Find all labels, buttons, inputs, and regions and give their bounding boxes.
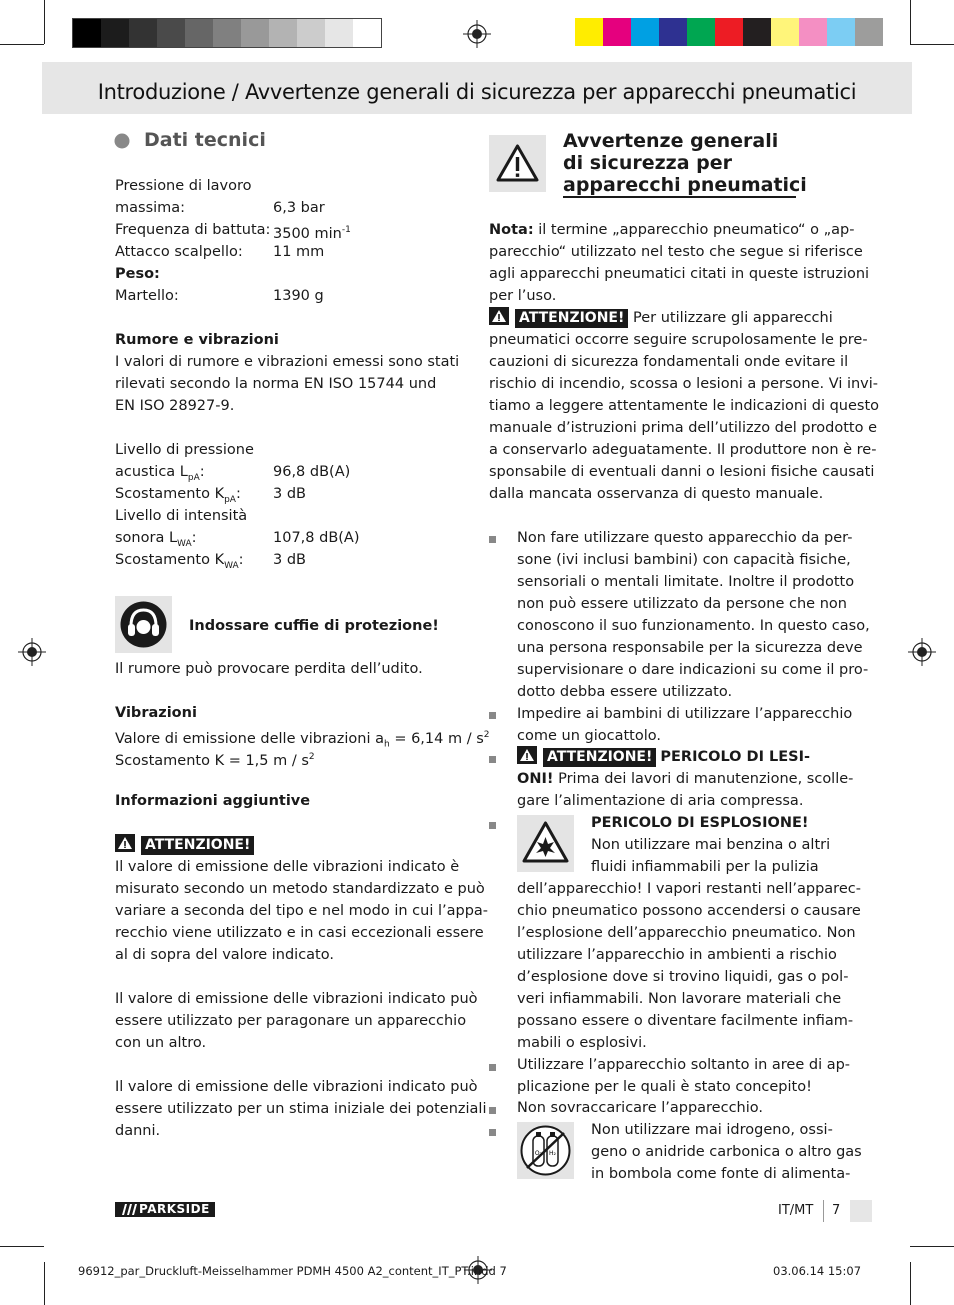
noise-label: Livello di pressione	[115, 442, 254, 458]
attention-text: dalla mancata osservanza di questo manuale.	[489, 486, 824, 502]
gas-bottle-icon	[517, 1122, 574, 1179]
vibration-value: Valore di emissione delle vibrazioni $a_h = 6,14$ m / $s^2$	[115, 730, 490, 750]
noise-row: Scostamento $K_{pA}$: 3 dB	[115, 486, 306, 505]
attention-text: manuale d’istruzioni prima dell’utilizzo del prodotto e	[489, 420, 878, 436]
color-swatch	[687, 18, 715, 46]
list-item-continued: dell’apparecchio! I vapori restanti nell’apparec- chio pneumatico possono accendersi o causare l’esplosione dell’apparecchio pneumatico. Non utilizzare l’apparecchio in ambienti a rischio d’esplosione dove si trovino liquidi, gas o pol- veri infiammabili. Non lavorare materiali che possano essere o diventare facilmente infiam- mabili o esplosivi.	[517, 881, 861, 1051]
list-bullet-icon	[489, 1064, 496, 1071]
color-swatch	[213, 19, 241, 47]
list-bullet-icon	[489, 1107, 496, 1114]
color-swatch	[631, 18, 659, 46]
color-swatch	[157, 19, 185, 47]
color-swatch	[241, 19, 269, 47]
attention-badge: ATTENZIONE!	[115, 834, 465, 856]
note-line: parecchio“ utilizzato nel testo che segue si riferisce	[489, 244, 863, 260]
hearing-loss-text: Il rumore può provocare perdita dell’udito.	[115, 661, 423, 677]
list-bullet-icon	[489, 536, 496, 543]
paragraph-line: al di sopra del valore indicato.	[115, 947, 334, 963]
attention-text: cauzioni di sicurezza fondamentali onde evitare il	[489, 354, 849, 370]
warning-triangle-icon	[115, 834, 135, 852]
attention-text: pneumatici occorre seguire scrupolosamente le pre-	[489, 332, 868, 348]
color-swatch-bar	[575, 18, 883, 46]
list-item: ATTENZIONE! PERICOLO DI LESI- ONI! Prima dei lavori di manutenzione, scolle- gare l’alimentazione di aria compressa.	[517, 746, 847, 812]
paragraph-line: con un altro.	[115, 1035, 207, 1051]
spec-row: Pressione di lavoro	[115, 178, 252, 194]
list-item: Non sovraccaricare l’apparecchio.	[517, 1100, 763, 1116]
weight-heading: Peso:	[115, 266, 160, 282]
explosion-icon	[517, 815, 574, 872]
color-swatch	[185, 19, 213, 47]
info-heading: Informazioni aggiuntive	[115, 793, 311, 809]
list-bullet-icon	[489, 1129, 496, 1136]
color-swatch	[129, 19, 157, 47]
svg-text:H₂: H₂	[549, 1150, 556, 1157]
noise-heading: Rumore e vibrazioni	[115, 332, 279, 348]
paragraph-line: danni.	[115, 1123, 161, 1139]
noise-text: rilevati secondo la norma EN ISO 15744 und	[115, 376, 437, 392]
color-swatch	[659, 18, 687, 46]
gray-swatch-bar	[72, 18, 382, 48]
spec-row: Martello: 1390 g	[115, 288, 324, 304]
list-item: Non utilizzare mai idrogeno, ossi- geno o anidride carbonica o altro gas in bombola come fonte di alimenta-	[591, 1122, 862, 1182]
color-swatch	[715, 18, 743, 46]
vibration-heading: Vibrazioni	[115, 705, 197, 721]
spec-row: massima: 6,3 bar	[115, 200, 325, 216]
list-item: PERICOLO DI ESPLOSIONE! Non utilizzare mai benzina o altri fluidi infiammabili per la pulizia	[591, 815, 831, 875]
ear-protection-label: Indossare cuffie di protezione!	[189, 618, 439, 634]
paragraph-line: essere utilizzato per paragonare un apparecchio	[115, 1013, 467, 1029]
color-swatch	[603, 18, 631, 46]
paragraph-line: variare a seconda del tipo e nel modo in cui l’appa-	[115, 903, 489, 919]
paragraph-line: recchio viene utilizzato e in casi eccezionali essere	[115, 925, 484, 941]
list-item: Impedire ai bambini di utilizzare l’apparecchio come un giocattolo.	[517, 706, 853, 744]
noise-text: EN ISO 28927-9.	[115, 398, 235, 414]
ear-protection-icon	[115, 596, 172, 653]
paragraph-line: Il valore di emissione delle vibrazioni indicato è	[115, 859, 460, 875]
spec-row: Attacco scalpello: 11 mm	[115, 244, 325, 260]
list-bullet-icon	[489, 756, 496, 763]
registration-mark-icon	[18, 638, 46, 666]
color-swatch	[297, 19, 325, 47]
brand-logo: PARKSIDE	[115, 1202, 215, 1217]
noise-row: acustica $L_{pA}$: 96,8 dB(A)	[115, 464, 351, 483]
right-heading: Avvertenze generali di sicurezza per apparecchi pneumatici	[563, 130, 807, 196]
color-swatch	[799, 18, 827, 46]
section-bullet-icon	[114, 133, 130, 149]
list-item: Non fare utilizzare questo apparecchio da per- sone (ivi inclusi bambini) con capacità fisiche, sensoriali o mentali limitate. Inoltre il prodotto non può essere utilizzato da persone che non conoscono il suo funzionamento. In questo caso, una persona responsabile per la sicurezza deve supervisionare o dare indicazioni su come il pro- dotto debba essere utilizzato.	[517, 530, 870, 700]
list-bullet-icon	[489, 822, 496, 829]
color-swatch	[743, 18, 771, 46]
registration-mark-icon	[463, 20, 491, 48]
registration-mark-icon	[908, 638, 936, 666]
warning-triangle-icon	[489, 307, 509, 325]
print-date: 03.06.14 15:07	[773, 1264, 862, 1278]
paragraph-line: Il valore di emissione delle vibrazioni indicato può	[115, 991, 478, 1007]
warning-triangle-icon	[517, 746, 537, 764]
color-swatch	[771, 18, 799, 46]
svg-text:O₂: O₂	[534, 1150, 543, 1157]
attention-text: sponsabile di eventuali danni o lesioni fisiche causati	[489, 464, 875, 480]
page-title: Introduzione / Avvertenze generali di sicurezza per apparecchi pneumatici	[97, 80, 857, 104]
section-title: Dati tecnici	[144, 129, 266, 151]
color-swatch	[101, 19, 129, 47]
attention-line: ATTENZIONE! Per utilizzare gli apparecchi	[489, 307, 839, 329]
color-swatch	[575, 18, 603, 46]
noise-text: I valori di rumore e vibrazioni emessi sono stati	[115, 354, 460, 370]
color-swatch	[325, 19, 353, 47]
note-line: Nota: il termine „apparecchio pneumatico“ o „ap-	[489, 222, 855, 238]
file-info: 96912_par_Druckluft-Meisselhammer PDMH 4500 A2_content_IT_PT.indd 7	[78, 1264, 507, 1278]
noise-row: sonora $L_{WA}$: 107,8 dB(A)	[115, 530, 360, 549]
page-number: 7	[832, 1203, 841, 1218]
list-bullet-icon	[489, 712, 496, 719]
color-swatch	[269, 19, 297, 47]
note-line: agli apparecchi pneumatici citati in queste istruzioni	[489, 266, 870, 282]
paragraph-line: essere utilizzato per un stima iniziale dei potenziali	[115, 1101, 487, 1117]
noise-row: Scostamento $K_{WA}$: 3 dB	[115, 552, 306, 571]
vibration-deviation: Scostamento K = 1,5 m / $s^2$	[115, 752, 315, 769]
paragraph-line: misurato secondo un metodo standardizzato e può	[115, 881, 485, 897]
color-swatch	[827, 18, 855, 46]
attention-text: rischio di incendio, scossa o lesioni a persone. Vi invi-	[489, 376, 879, 392]
list-item: Utilizzare l’apparecchio soltanto in aree di ap- plicazione per le quali è stato concepito!	[517, 1057, 851, 1095]
noise-label: Livello di intensità	[115, 508, 248, 524]
color-swatch	[353, 19, 381, 47]
attention-text: a conservarlo adeguatamente. Il produttore non è re-	[489, 442, 877, 458]
attention-text: tiamo a leggere attentamente le indicazioni di questo	[489, 398, 880, 414]
note-line: per l’uso.	[489, 288, 557, 304]
color-swatch	[73, 19, 101, 47]
color-swatch	[855, 18, 883, 46]
paragraph-line: Il valore di emissione delle vibrazioni indicato può	[115, 1079, 478, 1095]
spec-row: Frequenza di battuta: 3500 $\min^{-1}$	[115, 222, 351, 242]
language-code: IT/MT	[778, 1203, 814, 1218]
warning-icon	[489, 135, 546, 192]
